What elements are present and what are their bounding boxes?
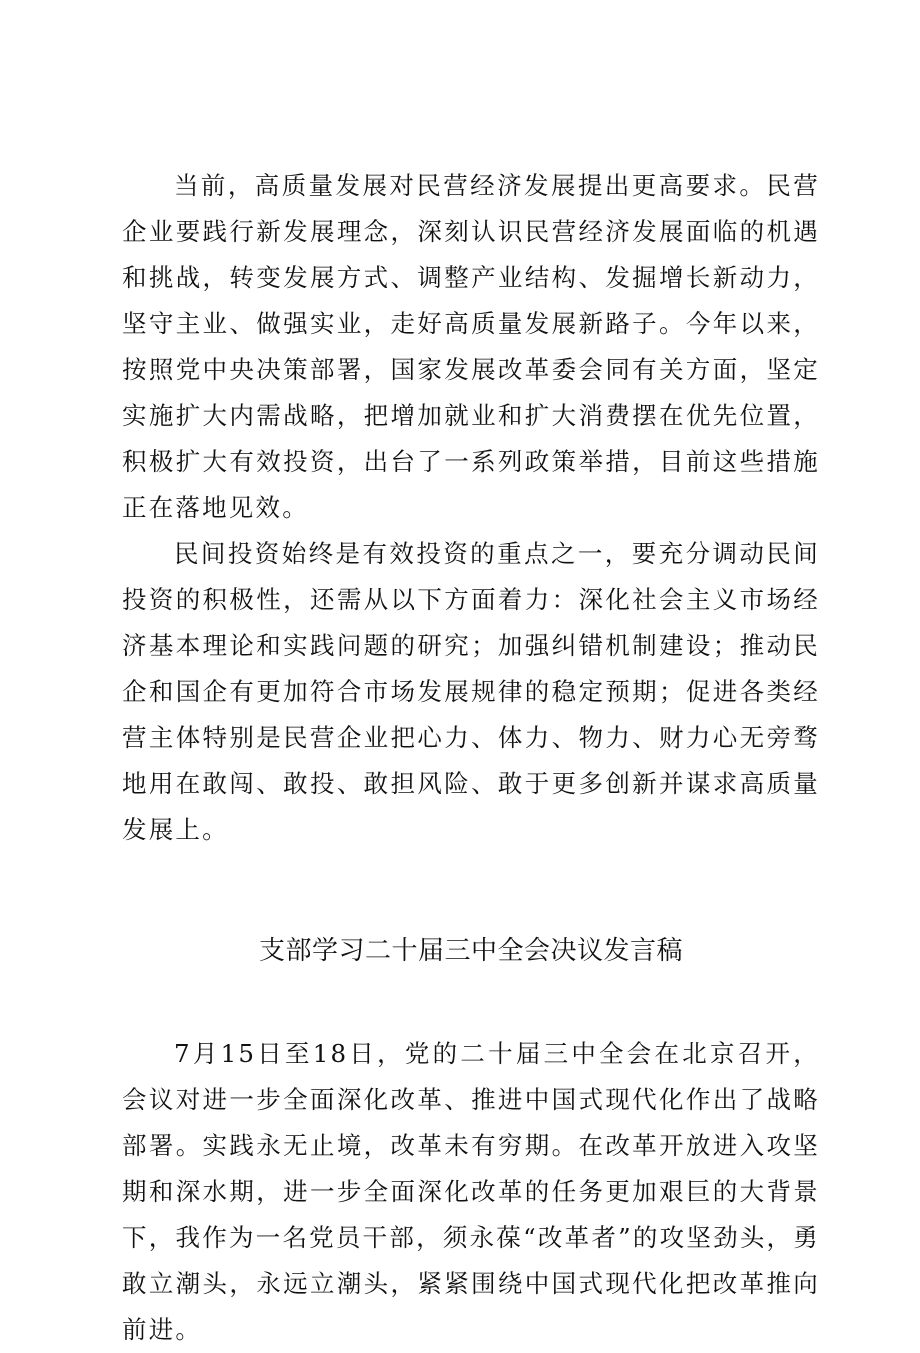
paragraph-3: 7月15日至18日，党的二十届三中全会在北京召开，会议对进一步全面深化改革、推进中国式现代化作出了战略部署。实践永无止境，改革未有穷期。在改革开放进入攻坚期和深水期，进一步全面深化改革的任务更加艰巨的大背景下，我作为一名党员干部，须永葆“改革者”的攻坚劲头，勇敢立潮头，永远立潮头，紧紧围绕中国式现代化把改革推向前进。 — [122, 1039, 820, 1344]
paragraph-1: 当前，高质量发展对民营经济发展提出更高要求。民营企业要践行新发展理念，深刻认识民营经济发展面临的机遇和挑战，转变发展方式、调整产业结构、发掘增长新动力，坚守主业、做强实业，走好高质量发展新路子。今年以来，按照党中央决策部署，国家发展改革委会同有关方面，坚定实施扩大内需战略，把增加就业和扩大消费摆在优先位置，积极扩大有效投资，出台了一系列政策举措，目前这些措施正在落地见效。 — [122, 171, 820, 522]
section-title: 支部学习二十届三中全会决议发言稿 — [258, 936, 683, 966]
paragraph-2: 民间投资始终是有效投资的重点之一，要充分调动民间投资的积极性，还需从以下方面着力：深化社会主义市场经济基本理论和实践问题的研究；加强纠错机制建设；推动民企和国企有更加符合市场发展规律的稳定预期；促进各类经营主体特别是民营企业把心力、体力、物力、财力心无旁骛地用在敢闯、敢投、敢担风险、敢于更多创新并谋求高质量发展上。 — [122, 539, 820, 844]
